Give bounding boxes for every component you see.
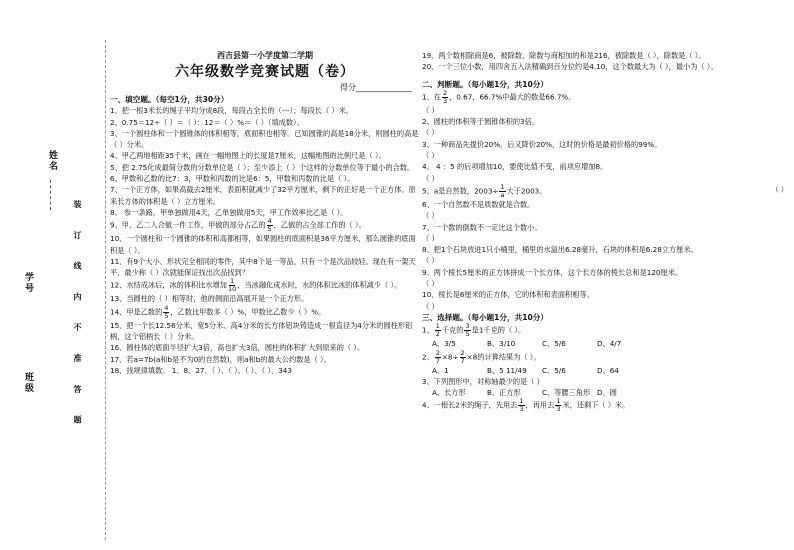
- question: 1、 $\frac{1}{2}$ 千克的 $\frac{3}{5}$ 是1千克的（ ）。: [422, 322, 526, 339]
- question: 16、圆柱体的底面半径扩大3倍，高也扩大3倍，圆柱的体积扩大到原来的（ ）。: [110, 343, 365, 353]
- fraction: $\frac{1}{3}$: [556, 397, 561, 414]
- question: 4、一根长2米的绳子，先用去 $\frac{1}{3}$ ，再用去 $\frac{1}{3}$ 米，还剩下（ ）米。: [422, 397, 630, 414]
- question: 9、两个棱长5厘米的正方体拼成一个长方体，这个长方体的棱长总和是120厘米。: [422, 267, 683, 277]
- question: 17、若a=7b(a和b是不为0的自然数)，则a和b的最大公约数是（ ）。: [110, 354, 331, 364]
- option[interactable]: C、5/6: [542, 339, 566, 349]
- options: [422, 387, 788, 398]
- option[interactable]: A、3/5: [432, 339, 456, 349]
- name-line: [50, 180, 51, 210]
- question: 5、把 2.75化成最简分数的分数单位是（ ）；至少添上（ ）个这样的分数单位等于最小的合数。: [110, 162, 415, 172]
- section2-heading: 二、判断题。（每小题1分，共10分）: [422, 79, 548, 89]
- answer-paren[interactable]: （ ）: [422, 151, 439, 161]
- question: 7、一个正方体，如果高截去2厘米，表面积就减少了32平方厘米，剩下的正好是一个正方体。原来长方体的体积是（ ）立方厘米。: [110, 185, 416, 206]
- fraction: $\frac{2}{7}$: [435, 348, 440, 365]
- option[interactable]: C、等腰三角形: [542, 388, 591, 398]
- option[interactable]: B、5 11/49: [487, 365, 527, 375]
- question: 5、a是自然数，2003÷ $\frac{1}{a}$ 大于2003。 （ ）: [422, 182, 788, 199]
- fraction: $\frac{1}{a}$: [500, 182, 505, 199]
- question: 4、甲乙两地相距35千米，画在一幅地图上的长度是7厘米，这幅地图的比例尺是（ ）。: [110, 151, 386, 161]
- question: 1、在 $\frac{2}{3}$ ，0.67，66.7%中最大的数是66.7%。: [422, 88, 576, 105]
- fraction: $\frac{1}{2}$: [435, 322, 440, 339]
- fraction: $\frac{1}{10}$: [227, 277, 237, 294]
- student-id-label: 学号: [23, 272, 33, 294]
- options: [422, 338, 788, 349]
- question: 3、一种商品先提价20%，后又降价20%，这时的价格是最初价格的99%。: [422, 139, 662, 149]
- fraction: $\frac{4}{5}$: [164, 303, 169, 320]
- question: 8、 参一条路，甲单独做用4天，乙单独做用5天，甲工作效率比乙是（ ）。: [110, 207, 348, 217]
- fraction: $\frac{2}{7}$: [460, 348, 465, 365]
- question: 1、把一根3米长的绳子平均分成8段，每段占全长的（---）；每段长（ ）米。: [110, 106, 353, 116]
- question: 8、把1个石块放进1只小桶里，桶里的水溢出6.28毫升，石块的体积是6.28立方厘米。: [422, 245, 698, 255]
- question: 10、一个圆柱和一个圆锥的体积和高都相等，如果圆柱的底面积是36平方厘米，那么圆锥的底面积是（ ）。: [110, 234, 416, 255]
- answer-paren[interactable]: （ ）: [771, 184, 788, 194]
- option[interactable]: A、长方形: [432, 388, 466, 398]
- option[interactable]: D、圆: [597, 388, 617, 398]
- question: 13、当圆柱的（ ）相等时，他的侧面沿高展开是一个正方形。: [110, 294, 309, 304]
- answer-paren[interactable]: （ ）: [422, 211, 439, 221]
- left-column: [110, 50, 420, 376]
- question: 6、甲数和乙数的比7：3，甲数和丙数的比是6：5，甲数和丙数的比是（ ）。: [110, 174, 355, 184]
- question: 20、一个三位小数，用四舍五入法精确到百分位约是4.10，这个数最大为（ ），最小为（ ）。: [422, 62, 718, 72]
- answer-paren[interactable]: （ ）: [422, 173, 439, 183]
- question: 4、 4 ：5 的后项增加10，要使比值不变，前项应增加8。: [422, 162, 608, 172]
- fraction: $\frac{3}{5}$: [465, 322, 470, 339]
- answer-paren[interactable]: （ ）: [422, 301, 439, 311]
- answer-paren[interactable]: （ ）: [422, 105, 439, 115]
- score-field[interactable]: 得分______________: [340, 83, 412, 92]
- option[interactable]: C、5/6: [542, 365, 566, 375]
- question: 3、一个圆柱体和一个圆锥体的体积相等，底面积也相等。已知圆锥的高是18分米，则圆柱的高是（ ）分米。: [110, 128, 419, 150]
- name-label: 姓名: [47, 150, 57, 172]
- answer-paren[interactable]: （ ）: [422, 233, 439, 243]
- question: 2、 $\frac{2}{7}$ ×8÷ $\frac{2}{7}$ ×8的计算结果为（ ）。: [422, 348, 541, 365]
- fraction: $\frac{1}{3}$: [519, 397, 524, 414]
- binding-area: [8, 80, 108, 520]
- answer-paren[interactable]: （ ）: [422, 256, 439, 266]
- option[interactable]: B、3/10: [487, 339, 516, 349]
- question: 3、下列图形中，对称轴最少的是（ ）: [422, 376, 544, 386]
- question: 15、把一个长12.56分米、宽5分米、高4分米的长方体铝块铸造成一根直径为4分米的圆柱形铝柄，这个铝柄长（ ）分米。: [110, 320, 413, 342]
- fraction: $\frac{4}{5}$: [267, 217, 272, 234]
- option[interactable]: A、1: [432, 365, 449, 375]
- question: 2、圆柱的体积等于圆锥体积的3倍。: [422, 117, 539, 127]
- class-label: 班级: [23, 372, 33, 394]
- option[interactable]: B、正方形: [487, 388, 521, 398]
- exam-title: 六年级数学竞赛试题（卷）: [175, 64, 355, 80]
- question: 19、两个数相除商是6，被除数、除数与商相加的和是216，被除数是（ ），除数是（ ）。: [422, 51, 706, 60]
- school-name: 西吉县第一小学度第二学期: [217, 51, 313, 60]
- fraction: $\frac{2}{3}$: [442, 88, 448, 105]
- question: 2、0.75＝12÷（ ）＝（ ）：12＝（ ）%＝（ ）（填成数）。: [110, 117, 304, 127]
- question: 11、有9个大小、形状完全相同的零件，其中8个是一等品，只有一个是次品较轻。现在有一架天平，最少称（ ）次就能保证找出次品找到？: [110, 256, 416, 278]
- score-label: 得分: [340, 83, 356, 92]
- option[interactable]: D、4/7: [597, 339, 622, 349]
- right-column: [422, 50, 788, 413]
- cut-line: [105, 40, 106, 540]
- question: 18、找规律填数。 1、8、27、（ ）、（ ）、（ ）、（ ）、343: [110, 365, 292, 375]
- question: 7、一个数的倒数不一定比这个数小。: [422, 222, 542, 232]
- question: 9、甲、乙二人合做一件工作，甲做的部分占乙的 $\frac{4}{5}$ ，乙做的占全部工作的（ ）。: [110, 217, 366, 234]
- section1-heading: 一、填空题。（每空1分，共30分）: [110, 95, 229, 104]
- section3-heading: 三、选择题。（每小题1分，共10分）: [422, 312, 548, 322]
- answer-paren[interactable]: （ ）: [422, 128, 439, 138]
- question: 14、甲是乙数的 $\frac{4}{5}$ ，乙数比甲数多（ ）%，甲数比乙数少（ ）%。: [110, 303, 326, 320]
- answer-paren[interactable]: （ ）: [422, 279, 439, 289]
- question: 10、棱长是6厘米的正方体，它的体积和表面积相等。: [422, 290, 594, 300]
- question: 6、一个自然数不是质数就是合数。: [422, 199, 535, 209]
- options: [422, 365, 788, 376]
- option[interactable]: D、64: [597, 365, 619, 375]
- seal-line-text: 装 订 线 内 不 准 答 题: [73, 200, 82, 434]
- question: 12、水结成冰后，冰的体积比水增加 $\frac{1}{10}$ ，当冰融化成水时，水的体积比冰的体积减少（ ）。: [110, 277, 402, 294]
